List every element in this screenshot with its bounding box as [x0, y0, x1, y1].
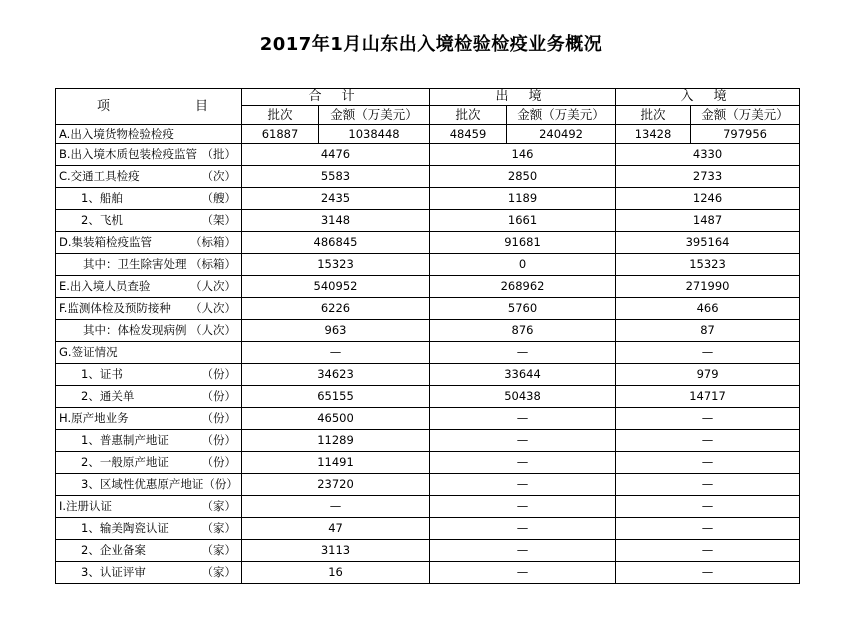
- in-value-cell: —: [616, 562, 800, 584]
- page-title: 2017年1月山东出入境检验检疫业务概况: [259, 34, 603, 55]
- subheader-amount: 金额（万美元）: [319, 106, 430, 125]
- out-value-cell: 33644: [430, 364, 616, 386]
- in-value-cell: 271990: [616, 276, 800, 298]
- row-label: 3、区域性优惠原产地证: [81, 477, 204, 491]
- item-header-cell: [56, 89, 242, 125]
- row-unit: （艘）: [201, 191, 236, 205]
- row-label-cell: [56, 408, 242, 430]
- table-row: [56, 430, 800, 452]
- row-unit: （份）: [203, 477, 238, 491]
- table-row: [56, 518, 800, 540]
- row-label: 1、输美陶瓷认证: [81, 521, 169, 535]
- total-value-cell: 2435: [242, 188, 430, 210]
- total-value-cell: —: [242, 342, 430, 364]
- out-value-cell: 146: [430, 144, 616, 166]
- row-unit: （份）: [201, 433, 236, 447]
- row-label: 2、一般原产地证: [81, 455, 169, 469]
- row-label: 2、飞机: [81, 213, 123, 227]
- in-value-cell: —: [616, 496, 800, 518]
- row-label-cell: [56, 364, 242, 386]
- row-label-cell: [56, 188, 242, 210]
- row-label: H.原产地业务: [59, 411, 129, 425]
- total-value-cell: 3113: [242, 540, 430, 562]
- table-row: [56, 562, 800, 584]
- in-value-cell: 4330: [616, 144, 800, 166]
- subheader-batch: 批次: [242, 106, 319, 125]
- out-value-cell: 1661: [430, 210, 616, 232]
- row-unit: （家）: [201, 543, 236, 557]
- row-label-cell: [56, 496, 242, 518]
- out-value-cell: —: [430, 452, 616, 474]
- row-unit: （份）: [201, 455, 236, 469]
- row-unit: （标箱）: [190, 257, 236, 271]
- row-label: A.出入境货物检验检疫: [56, 125, 242, 144]
- out-value-cell: —: [430, 408, 616, 430]
- subheader-batch: 批次: [430, 106, 507, 125]
- row-label-cell: [56, 474, 242, 496]
- table-row: [56, 144, 800, 166]
- row-label: C.交通工具检疫: [59, 169, 140, 183]
- group-header-total: 合 计: [242, 89, 430, 106]
- row-label: 2、通关单: [81, 389, 135, 403]
- table-row: [56, 452, 800, 474]
- total-value-cell: 540952: [242, 276, 430, 298]
- table-row: [56, 210, 800, 232]
- row-label: B.出入境木质包装检疫监管: [59, 147, 198, 161]
- in-value-cell: 466: [616, 298, 800, 320]
- in-value-cell: —: [616, 474, 800, 496]
- in-value-cell: —: [616, 540, 800, 562]
- out-batch-cell: 48459: [430, 125, 507, 144]
- in-value-cell: 979: [616, 364, 800, 386]
- row-label-cell: [56, 342, 242, 364]
- total-value-cell: 3148: [242, 210, 430, 232]
- row-label-cell: [56, 518, 242, 540]
- total-value-cell: 46500: [242, 408, 430, 430]
- in-value-cell: —: [616, 342, 800, 364]
- row-unit: （份）: [201, 367, 236, 381]
- in-value-cell: 395164: [616, 232, 800, 254]
- row-unit: （人次）: [190, 301, 236, 315]
- total-value-cell: 15323: [242, 254, 430, 276]
- out-value-cell: —: [430, 540, 616, 562]
- row-label: F.监测体检及预防接种: [59, 301, 171, 315]
- table-row: [56, 298, 800, 320]
- total-value-cell: —: [242, 496, 430, 518]
- row-unit: （家）: [201, 565, 236, 579]
- row-label-cell: [56, 166, 242, 188]
- in-value-cell: —: [616, 518, 800, 540]
- out-value-cell: 5760: [430, 298, 616, 320]
- out-value-cell: 2850: [430, 166, 616, 188]
- table-row: [56, 364, 800, 386]
- total-value-cell: 23720: [242, 474, 430, 496]
- out-value-cell: 1189: [430, 188, 616, 210]
- row-label-cell: [56, 430, 242, 452]
- in-value-cell: 87: [616, 320, 800, 342]
- row-label-cell: [56, 540, 242, 562]
- out-value-cell: 91681: [430, 232, 616, 254]
- row-label-cell: [56, 320, 242, 342]
- total-value-cell: 963: [242, 320, 430, 342]
- row-label-cell: [56, 210, 242, 232]
- total-value-cell: 65155: [242, 386, 430, 408]
- subheader-amount: 金额（万美元）: [691, 106, 800, 125]
- out-value-cell: —: [430, 474, 616, 496]
- group-header-in: 入 境: [616, 89, 800, 106]
- row-unit: （标箱）: [190, 235, 236, 249]
- item-header-left: 项: [97, 98, 111, 114]
- row-label: 3、认证评审: [81, 565, 146, 579]
- row-label: E.出入境人员查验: [59, 279, 151, 293]
- total-value-cell: 47: [242, 518, 430, 540]
- row-label: 其中：卫生除害处理: [83, 257, 187, 271]
- stats-table: [55, 88, 800, 584]
- total-value-cell: 6226: [242, 298, 430, 320]
- out-value-cell: 876: [430, 320, 616, 342]
- in-value-cell: —: [616, 408, 800, 430]
- total-value-cell: 34623: [242, 364, 430, 386]
- total-value-cell: 11491: [242, 452, 430, 474]
- table-row: [56, 386, 800, 408]
- total-value-cell: 16: [242, 562, 430, 584]
- row-unit: （份）: [201, 411, 236, 425]
- out-value-cell: —: [430, 562, 616, 584]
- out-value-cell: —: [430, 496, 616, 518]
- row-label-cell: [56, 276, 242, 298]
- out-amount-cell: 240492: [507, 125, 616, 144]
- table-row: [56, 125, 800, 144]
- row-label-cell: [56, 562, 242, 584]
- in-value-cell: 15323: [616, 254, 800, 276]
- table-row: [56, 474, 800, 496]
- row-unit: （批）: [201, 147, 236, 161]
- total-value-cell: 486845: [242, 232, 430, 254]
- in-value-cell: 1487: [616, 210, 800, 232]
- table-row: [56, 540, 800, 562]
- subheader-batch: 批次: [616, 106, 691, 125]
- table-row: [56, 276, 800, 298]
- table-row: [56, 408, 800, 430]
- in-value-cell: —: [616, 430, 800, 452]
- row-label-cell: [56, 298, 242, 320]
- row-unit: （家）: [201, 499, 236, 513]
- out-value-cell: —: [430, 342, 616, 364]
- table-row: [56, 496, 800, 518]
- total-value-cell: 4476: [242, 144, 430, 166]
- in-amount-cell: 797956: [691, 125, 800, 144]
- in-value-cell: 1246: [616, 188, 800, 210]
- total-value-cell: 11289: [242, 430, 430, 452]
- row-unit: （份）: [201, 389, 236, 403]
- row-label-cell: [56, 232, 242, 254]
- row-label-cell: [56, 452, 242, 474]
- table-row: [56, 166, 800, 188]
- total-amount-cell: 1038448: [319, 125, 430, 144]
- group-header-out: 出 境: [430, 89, 616, 106]
- in-value-cell: 14717: [616, 386, 800, 408]
- row-unit: （架）: [201, 213, 236, 227]
- table-row: [56, 188, 800, 210]
- total-batch-cell: 61887: [242, 125, 319, 144]
- row-label: 1、船舶: [81, 191, 123, 205]
- row-label: D.集装箱检疫监管: [59, 235, 153, 249]
- total-value-cell: 5583: [242, 166, 430, 188]
- out-value-cell: 0: [430, 254, 616, 276]
- in-batch-cell: 13428: [616, 125, 691, 144]
- row-label-cell: [56, 254, 242, 276]
- item-header-right: 目: [194, 98, 208, 114]
- row-unit: （家）: [201, 521, 236, 535]
- subheader-amount: 金额（万美元）: [507, 106, 616, 125]
- row-unit: （人次）: [190, 279, 236, 293]
- row-label: 1、普惠制产地证: [81, 433, 169, 447]
- out-value-cell: —: [430, 430, 616, 452]
- row-label-cell: [56, 144, 242, 166]
- table-row: [56, 320, 800, 342]
- row-label: I.注册认证: [59, 499, 113, 513]
- row-label-cell: [56, 386, 242, 408]
- row-label: 其中：体检发现病例: [83, 323, 187, 337]
- in-value-cell: 2733: [616, 166, 800, 188]
- row-label: G.签证情况: [59, 345, 118, 359]
- out-value-cell: —: [430, 518, 616, 540]
- header-row-groups: [56, 89, 800, 106]
- row-unit: （次）: [201, 169, 236, 183]
- table-row: [56, 232, 800, 254]
- out-value-cell: 268962: [430, 276, 616, 298]
- row-label: 2、企业备案: [81, 543, 146, 557]
- row-label: 1、证书: [81, 367, 123, 381]
- table-row: [56, 342, 800, 364]
- in-value-cell: —: [616, 452, 800, 474]
- row-unit: （人次）: [190, 323, 236, 337]
- out-value-cell: 50438: [430, 386, 616, 408]
- table-row: [56, 254, 800, 276]
